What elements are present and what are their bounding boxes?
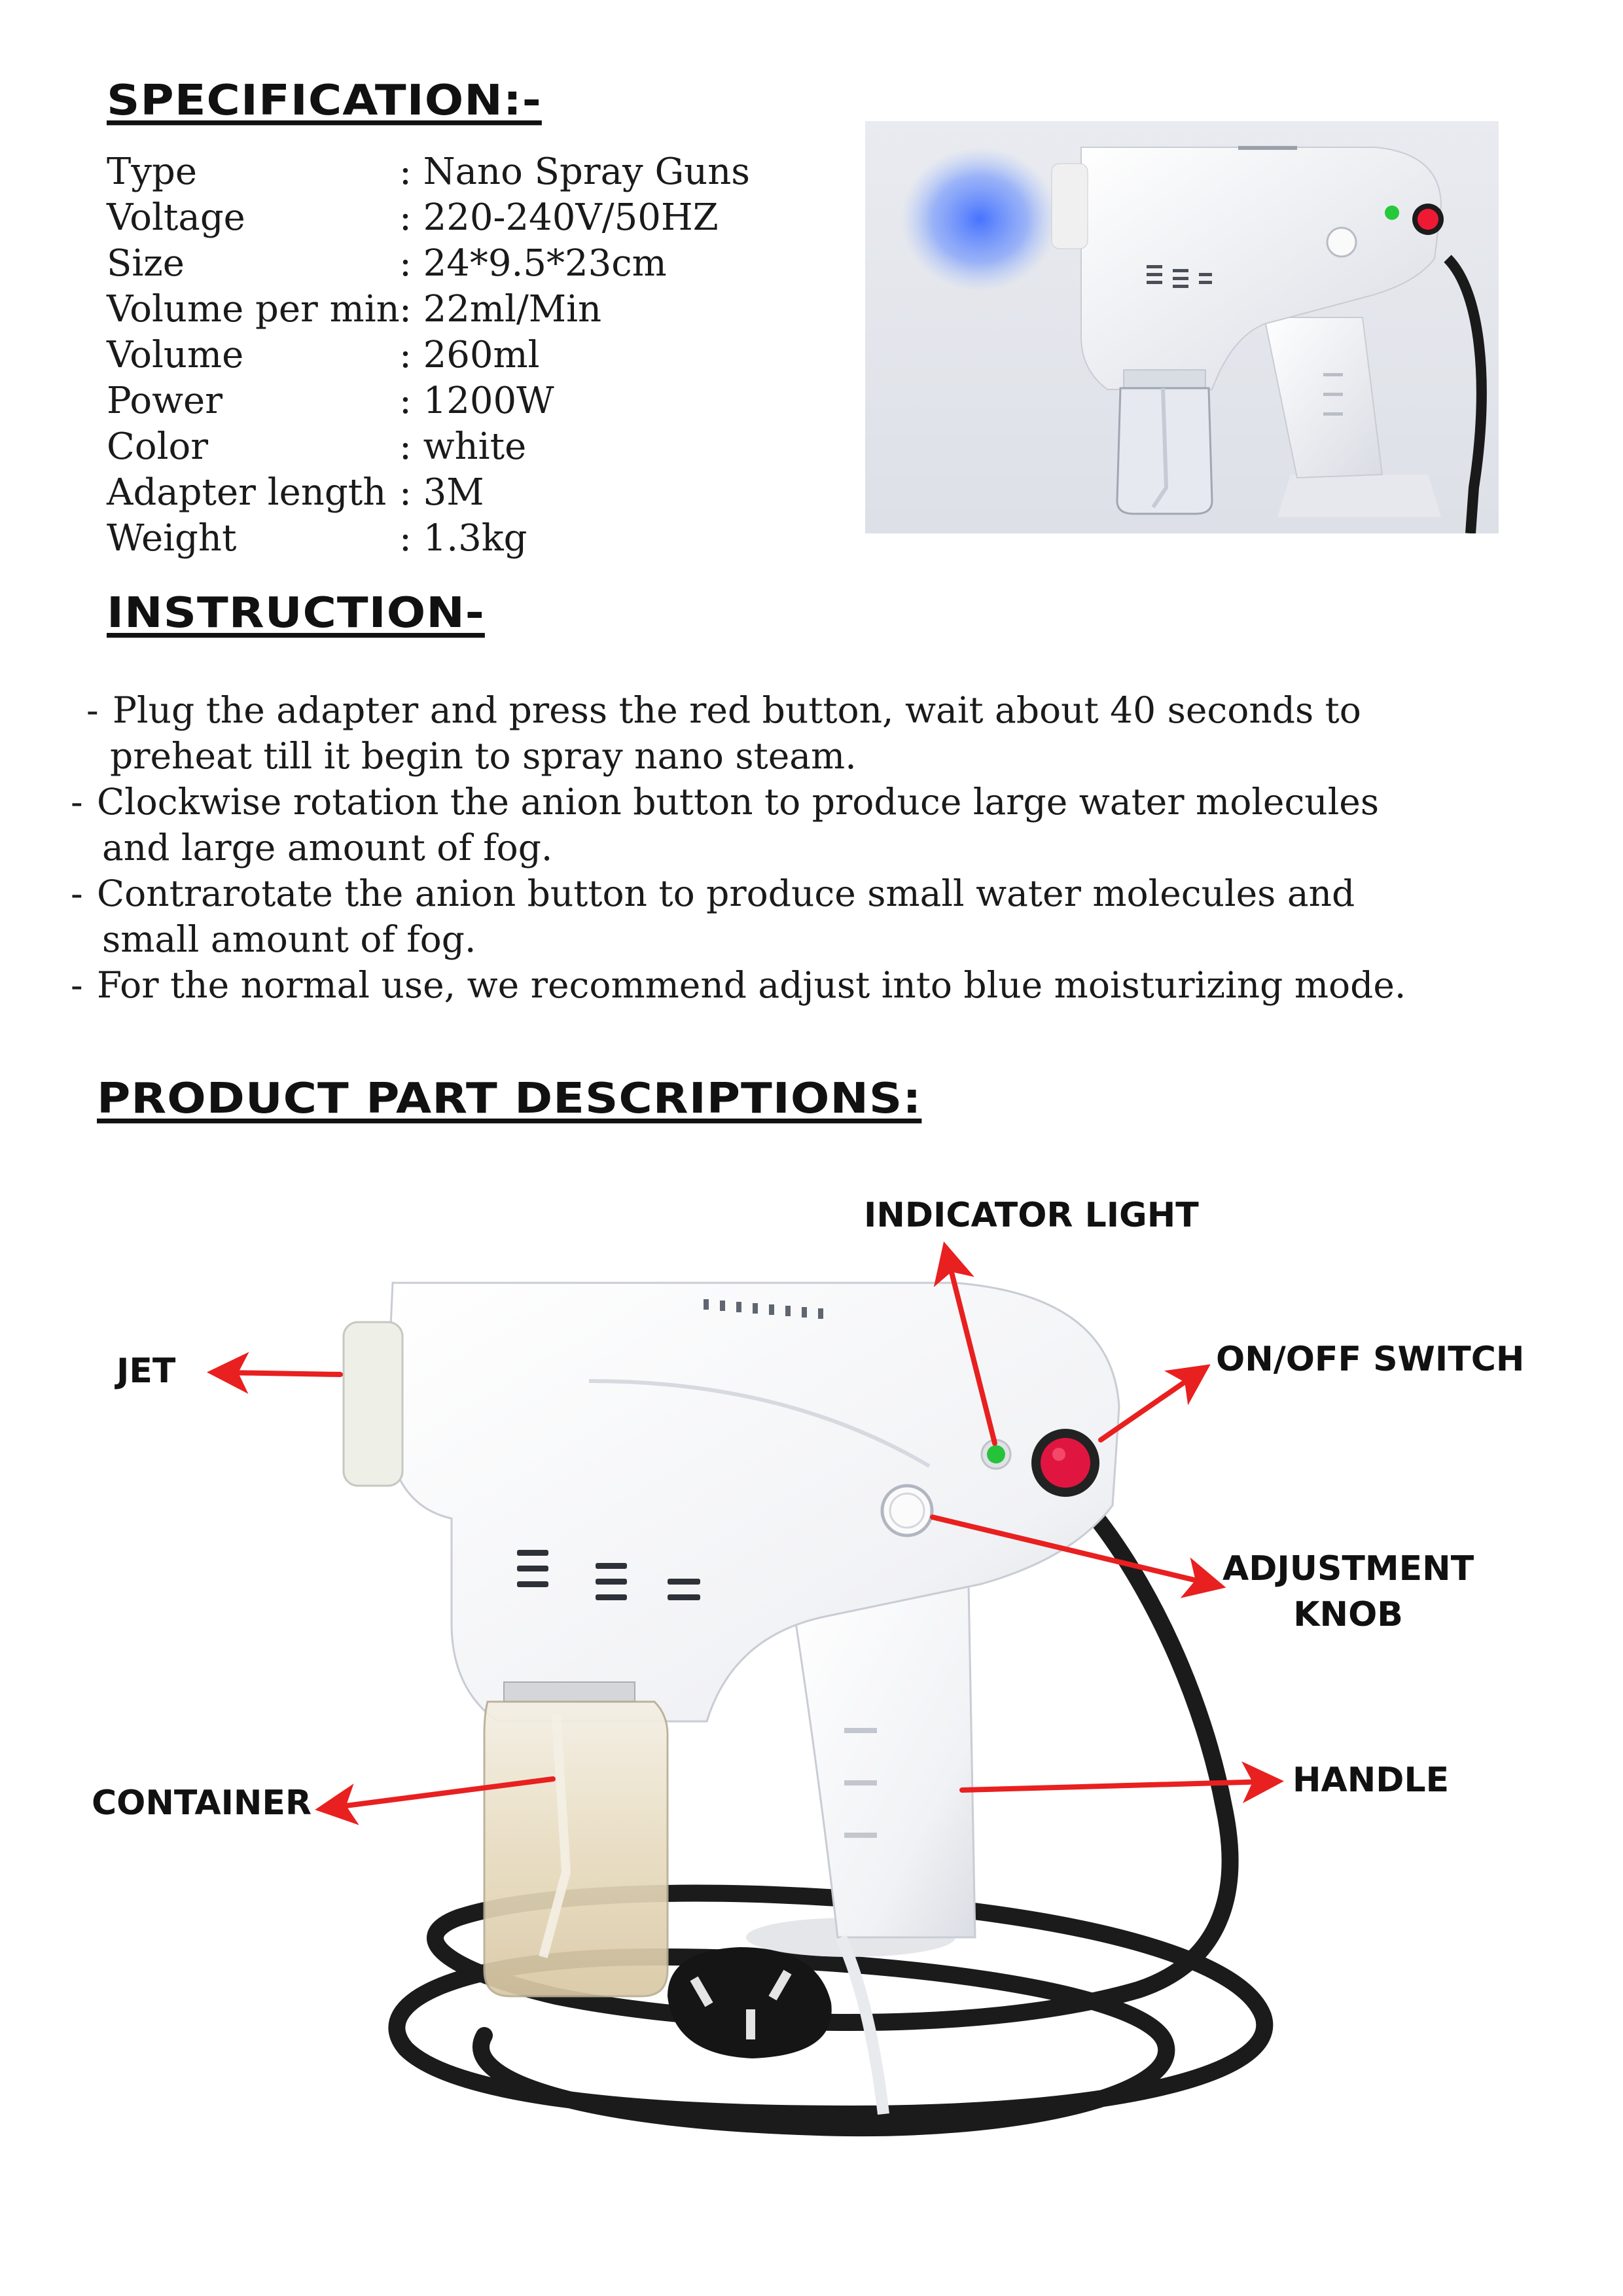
container-bottle [484, 1702, 668, 1996]
gun-body [386, 1283, 1119, 1721]
spec-value: : Nano Spray Guns [399, 151, 751, 193]
instruction-text: Plug the adapter and press the red button, wait about 40 seconds to preheat till it begin to spray nano steam. [110, 689, 1361, 777]
spec-label: Weight [107, 517, 237, 560]
spec-value: : 24*9.5*23cm [399, 242, 667, 285]
adjustment-knob-label-line2: KNOB [1293, 1595, 1403, 1634]
dash-marker: - [71, 781, 83, 823]
adjustment-knob-label [1222, 1546, 1474, 1638]
spec-label: Type [107, 151, 197, 193]
dash-marker: - [71, 872, 83, 914]
handle-label: HANDLE [1293, 1761, 1450, 1800]
spec-label: Voltage [107, 196, 245, 239]
spec-label: Power [107, 380, 223, 422]
spec-value: : 3M [399, 471, 484, 514]
indicator-light-label: INDICATOR LIGHT [864, 1196, 1199, 1235]
spec-value: : 260ml [399, 334, 540, 376]
spec-label: Size [107, 242, 185, 285]
jet-arrow [223, 1372, 340, 1374]
jet-label: JET [116, 1352, 176, 1391]
spec-value: : 1.3kg [399, 517, 527, 560]
container-label: CONTAINER [92, 1784, 312, 1823]
adjustment-knob-label-line1: ADJUSTMENT [1222, 1549, 1474, 1588]
dash-marker: - [71, 964, 83, 1006]
instruction-text: Clockwise rotation the anion button to produce large water molecules and large amount of fog. [97, 781, 1380, 869]
spec-value: : 22ml/Min [399, 288, 602, 331]
instruction-text: Contrarotate the anion button to produce small water molecules and small amount of fog. [97, 872, 1355, 960]
spec-label: Adapter length [107, 471, 387, 514]
jet-nozzle [344, 1322, 402, 1486]
spec-label: Volume [107, 334, 244, 376]
spec-value: : 220-240V/50HZ [399, 196, 719, 239]
spec-value: : 1200W [399, 380, 554, 422]
specification-heading: SPECIFICATION:- [107, 75, 542, 125]
indicator-light-graphic [987, 1445, 1005, 1463]
spec-label: Volume per min [107, 288, 400, 331]
spec-label: Color [107, 425, 208, 468]
instruction-text: For the normal use, we recommend adjust into blue moisturizing mode. [97, 964, 1406, 1006]
on-off-switch-label: ON/OFF SWITCH [1216, 1340, 1525, 1379]
parts-heading: PRODUCT PART DESCRIPTIONS: [97, 1073, 922, 1123]
dash-marker: - [86, 689, 99, 731]
spec-value: : white [399, 425, 527, 468]
gun-handle [792, 1584, 975, 1937]
instruction-heading: INSTRUCTION- [107, 588, 485, 637]
